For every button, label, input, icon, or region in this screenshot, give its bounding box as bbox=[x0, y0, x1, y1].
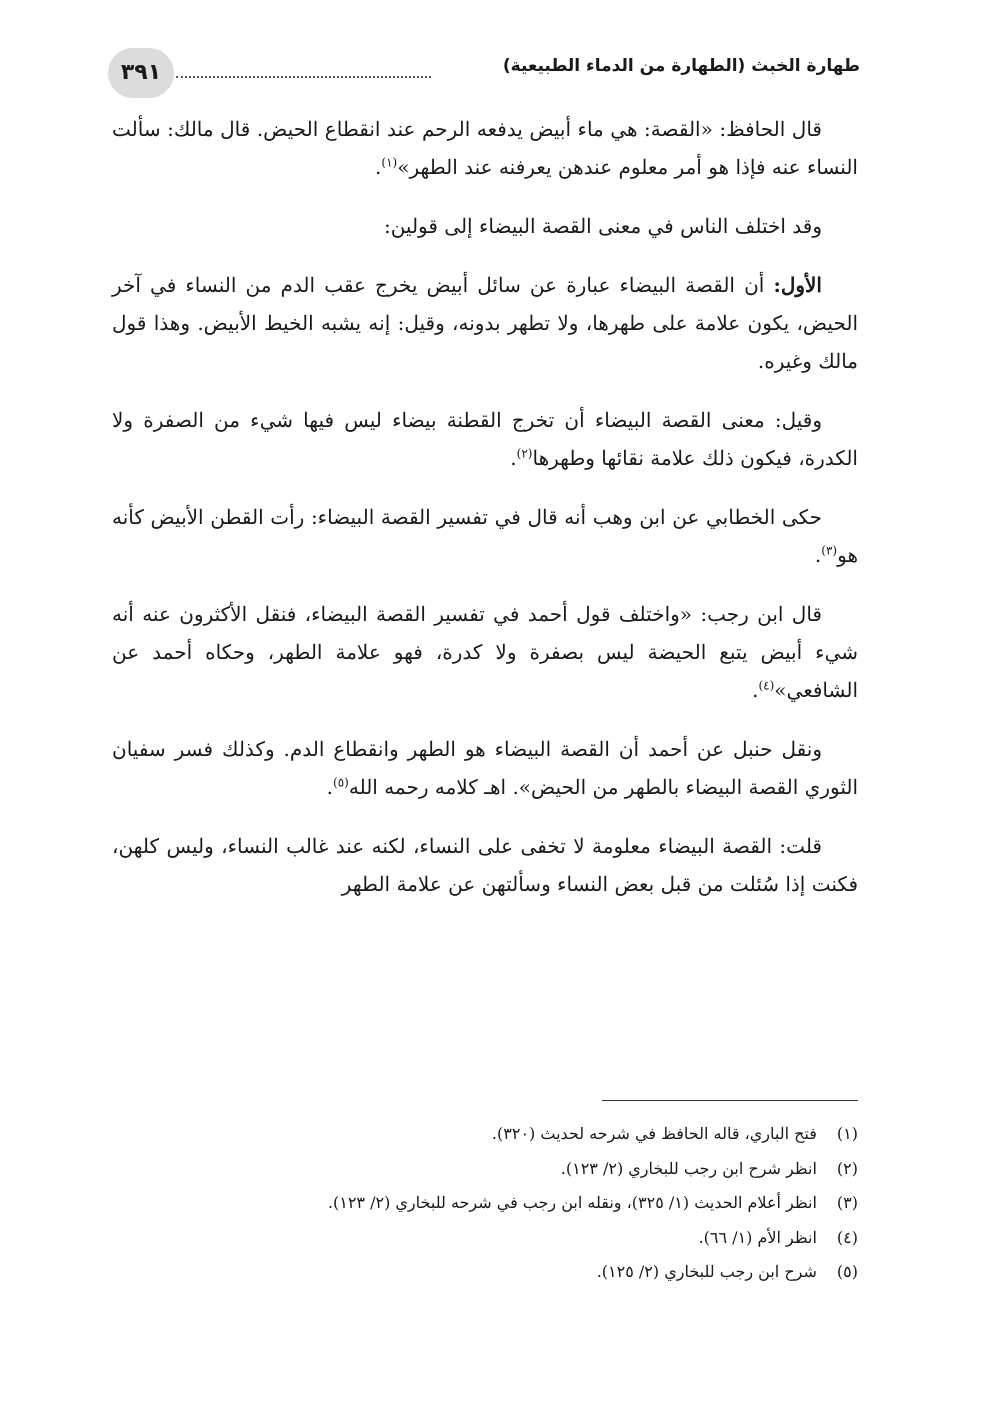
footnote-number: (٣) bbox=[836, 1193, 858, 1212]
paragraph bbox=[112, 595, 858, 709]
footnote-ref[interactable]: (٣) bbox=[821, 543, 838, 558]
paragraph-text: ونقل حنبل عن أحمد أن القصة البيضاء هو الطهر وانقطاع الدم. وكذلك فسر سفيان الثوري القصة البيضاء بالطهر من الحيض». اهـ كلامه رحمه الله bbox=[112, 737, 858, 799]
running-header-title: طهارة الخبث (الطهارة من الدماء الطبيعية) bbox=[502, 56, 860, 76]
paragraph-end: . bbox=[375, 155, 382, 179]
footnote-number: (٥) bbox=[836, 1262, 858, 1281]
paragraph bbox=[112, 401, 858, 477]
footnote-number: (٢) bbox=[836, 1158, 858, 1178]
footnote bbox=[112, 1152, 858, 1187]
footnote-text: انظر أعلام الحديث (١/ ٣٢٥)، ونقله ابن رجب في شرحه للبخاري (٢/ ١٢٣). bbox=[327, 1193, 817, 1212]
header-dotted-leader bbox=[176, 58, 431, 78]
main-text bbox=[112, 110, 858, 924]
footnote-ref[interactable]: (٢) bbox=[516, 446, 533, 461]
footnote-number: (٤) bbox=[836, 1227, 858, 1247]
footnote-ref[interactable]: (٤) bbox=[758, 678, 775, 693]
paragraph-end: . bbox=[814, 543, 822, 567]
paragraph-text: حكى الخطابي عن ابن وهب أنه قال في تفسير القصة البيضاء: رأت القطن الأبيض كأنه هو bbox=[112, 505, 858, 567]
paragraph bbox=[112, 730, 858, 806]
paragraph-text: وقد اختلف الناس في معنى القصة البيضاء إلى قولين: bbox=[383, 214, 822, 238]
running-header bbox=[108, 48, 860, 98]
paragraph bbox=[112, 827, 858, 903]
paragraph bbox=[112, 207, 858, 245]
paragraph-text: قال ابن رجب: «واختلف قول أحمد في تفسير القصة البيضاء، فنقل الأكثرون عنه أنه شيء أبيض يتبع الحيضة ليس بصفرة ولا كدرة، فهو علامة الطهر، وحكاه أحمد عن الشافعي» bbox=[112, 602, 858, 702]
page-number-badge: ٣٩١ bbox=[108, 48, 174, 98]
footnote-text: فتح الباري، قاله الحافظ في شرحه لحديث (٣٢٠). bbox=[491, 1124, 817, 1143]
footnote-text: انظر الأم (١/ ٦٦). bbox=[698, 1227, 817, 1247]
footnote-ref[interactable]: (١) bbox=[381, 155, 398, 170]
paragraph-lead: الأول: bbox=[773, 273, 822, 297]
footnote bbox=[112, 1221, 858, 1256]
paragraph bbox=[112, 498, 858, 574]
footnotes bbox=[112, 1117, 858, 1290]
footnote bbox=[112, 1255, 858, 1290]
footnote-text: شرح ابن رجب للبخاري (٢/ ١٢٥). bbox=[596, 1262, 817, 1281]
footnote-separator bbox=[602, 1100, 858, 1101]
paragraph bbox=[112, 110, 858, 186]
paragraph-end: . bbox=[326, 775, 334, 799]
paragraph bbox=[112, 266, 858, 380]
paragraph-text: قلت: القصة البيضاء معلومة لا تخفى على النساء، لكنه عند غالب النساء، وليس كلهن، فكنت إذا سُئلت من قبل بعض النساء وسألتهن عن علامة الطهر bbox=[112, 834, 858, 896]
footnote bbox=[112, 1186, 858, 1221]
footnote bbox=[112, 1117, 858, 1152]
paragraph-text: وقيل: معنى القصة البيضاء أن تخرج القطنة بيضاء ليس فيها شيء من الصفرة ولا الكدرة، فيكون ذلك علامة نقائها وطهرها bbox=[112, 408, 858, 470]
paragraph-end: . bbox=[510, 446, 517, 470]
footnote-number: (١) bbox=[836, 1124, 858, 1143]
paragraph-text: قال الحافظ: «القصة: هي ماء أبيض يدفعه الرحم عند انقطاع الحيض. قال مالك: سألت النساء عنه فإذا هو أمر معلوم عندهن يعرفنه عند الطهر» bbox=[112, 117, 858, 179]
paragraph-end: . bbox=[752, 678, 759, 702]
footnote-text: انظر شرح ابن رجب للبخاري (٢/ ١٢٣). bbox=[560, 1158, 817, 1178]
footnote-ref[interactable]: (٥) bbox=[333, 775, 349, 790]
paragraph-text: أن القصة البيضاء عبارة عن سائل أبيض يخرج عقب الدم من النساء في آخر الحيض، يكون علامة على طهرها، ولا تطهر بدونه، وقيل: إنه يشبه الخيط الأبيض. وهذا قول مالك وغيره. bbox=[112, 273, 858, 373]
